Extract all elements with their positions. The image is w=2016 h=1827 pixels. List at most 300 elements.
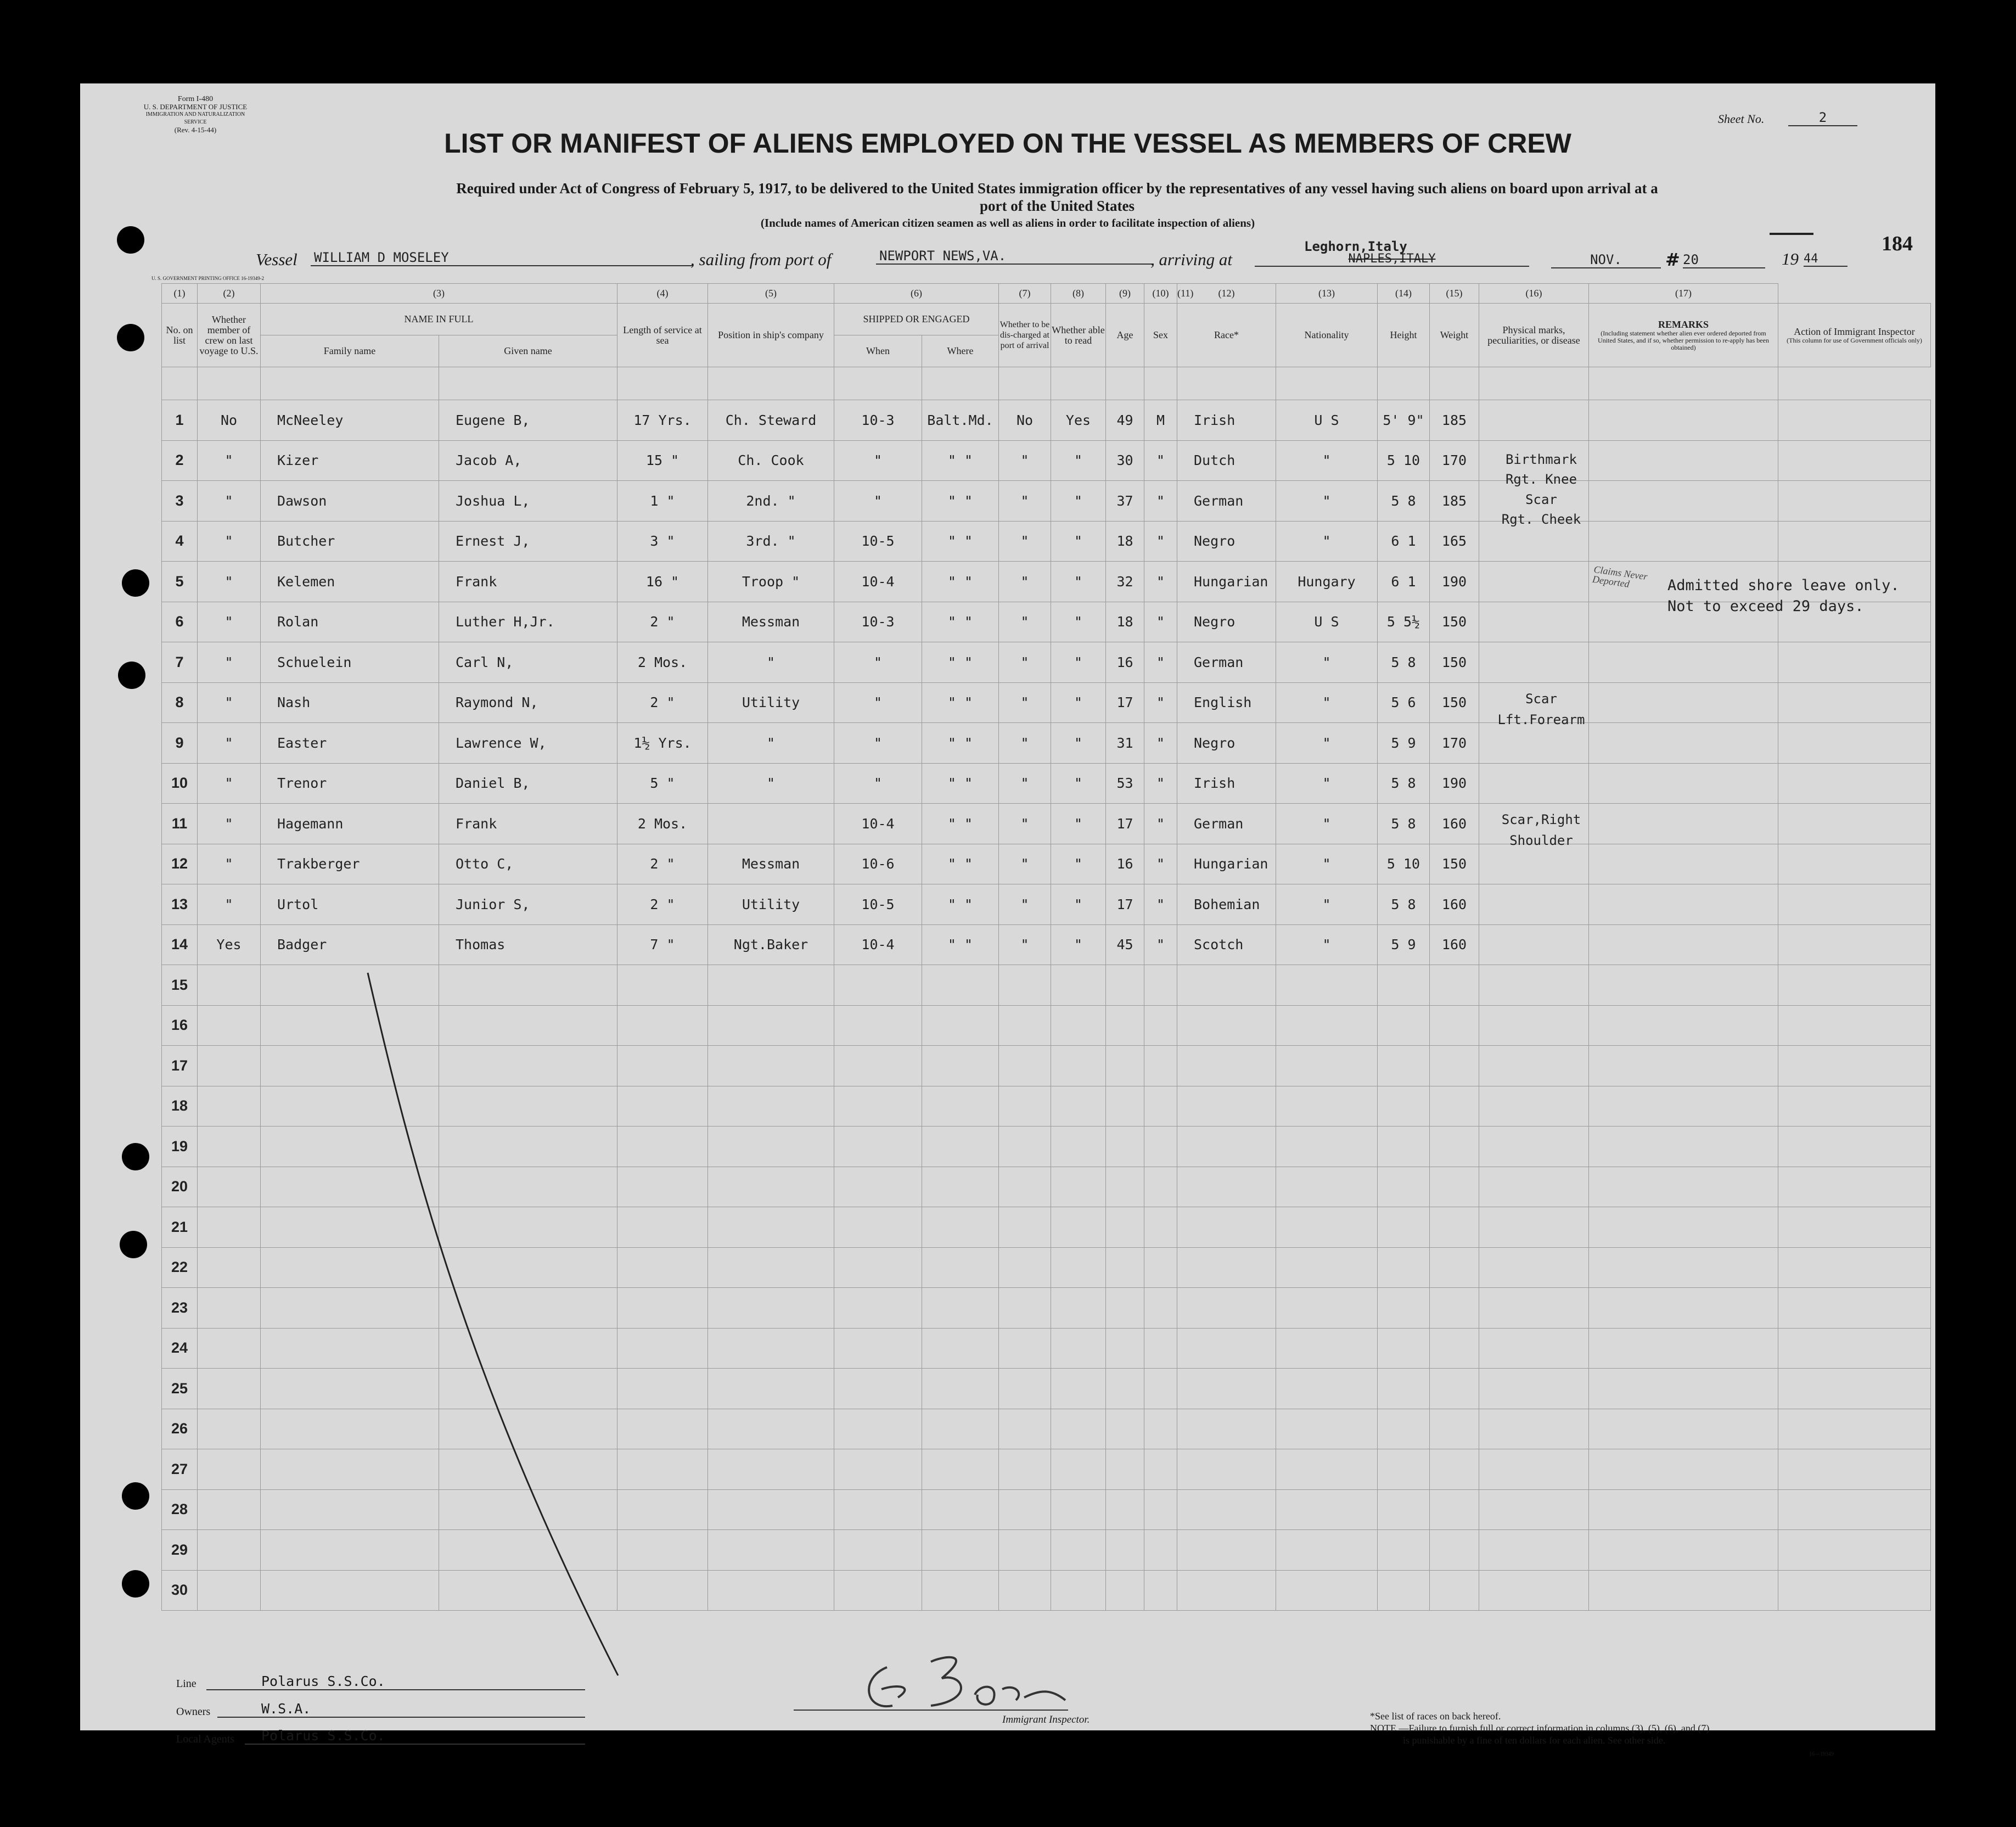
- service-length: 2 ": [617, 884, 708, 925]
- col-num-2: (2): [198, 284, 261, 304]
- header-given-name: Given name: [439, 335, 617, 367]
- discharged: ": [999, 924, 1051, 965]
- age: 30: [1106, 440, 1144, 481]
- shipped-where: Balt.Md.: [922, 400, 999, 441]
- weight: 150: [1430, 602, 1479, 642]
- shipped-where: " ": [922, 440, 999, 481]
- age: 17: [1106, 884, 1144, 925]
- nationality: ": [1276, 763, 1378, 804]
- row-number: 27: [162, 1449, 198, 1490]
- sex: ": [1144, 521, 1177, 562]
- header-weight: Weight: [1430, 304, 1479, 367]
- age: 16: [1106, 642, 1144, 683]
- age: 45: [1106, 924, 1144, 965]
- age: 16: [1106, 844, 1144, 884]
- nationality: ": [1276, 844, 1378, 884]
- header-when: When: [834, 335, 922, 367]
- row-number: 20: [162, 1167, 198, 1207]
- service-length: 5 ": [617, 763, 708, 804]
- row-number: 8: [162, 682, 198, 723]
- year-suffix: 44: [1804, 252, 1847, 267]
- given-name: Thomas: [439, 924, 617, 965]
- punch-hole: [117, 226, 144, 254]
- shipped-when: ": [834, 481, 922, 522]
- shipped-when: 10-4: [834, 804, 922, 844]
- row-number: 28: [162, 1489, 198, 1530]
- able-to-read: ": [1051, 521, 1106, 562]
- sailing-label: , sailing from port of: [690, 250, 832, 269]
- service-length: 3 ": [617, 521, 708, 562]
- age: 31: [1106, 723, 1144, 764]
- given-name: Junior S,: [439, 884, 617, 925]
- race: German: [1177, 481, 1276, 522]
- owners-label: Owners: [176, 1706, 211, 1718]
- age: 18: [1106, 521, 1144, 562]
- col-num-13: (13): [1276, 284, 1378, 304]
- nationality: ": [1276, 481, 1378, 522]
- col-num-12: (12): [1177, 284, 1276, 304]
- given-name: Luther H,Jr.: [439, 602, 617, 642]
- race: Hungarian: [1177, 562, 1276, 602]
- height: 6 1: [1378, 562, 1430, 602]
- position: ": [708, 723, 834, 764]
- shipped-where: " ": [922, 844, 999, 884]
- family-name: Trenor: [261, 763, 439, 804]
- printer-imprint: U. S. GOVERNMENT PRINTING OFFICE 16-19349-2: [151, 276, 265, 281]
- race: German: [1177, 804, 1276, 844]
- service-length: 2 Mos.: [617, 804, 708, 844]
- weight: 170: [1430, 723, 1479, 764]
- remarks-handwritten: Claims Never Deported: [1591, 563, 1648, 590]
- header-length-service: Length of service at sea: [617, 304, 708, 367]
- col-num-1: (1): [162, 284, 198, 304]
- header-height: Height: [1378, 304, 1430, 367]
- sex: ": [1144, 763, 1177, 804]
- nationality: ": [1276, 642, 1378, 683]
- sex: ": [1144, 924, 1177, 965]
- col-num-17: (17): [1589, 284, 1778, 304]
- race: Bohemian: [1177, 884, 1276, 925]
- row-number: 19: [162, 1127, 198, 1167]
- weight: 165: [1430, 521, 1479, 562]
- nationality: ": [1276, 924, 1378, 965]
- shipped-where: " ": [922, 521, 999, 562]
- row-number: 18: [162, 1086, 198, 1127]
- service-length: 2 ": [617, 682, 708, 723]
- header-nationality: Nationality: [1276, 304, 1378, 367]
- manifest-sheet: [80, 83, 1935, 1757]
- shipped-where: " ": [922, 804, 999, 844]
- family-name: McNeeley: [261, 400, 439, 441]
- subtitle-line-1: Required under Act of Congress of February 5, 1917, to be delivered to the United States immigration officer by the representatives of any vessel having such aliens on board upon arrival at a: [456, 180, 1658, 197]
- family-name: Dawson: [261, 481, 439, 522]
- shipped-where: " ": [922, 562, 999, 602]
- able-to-read: ": [1051, 924, 1106, 965]
- nationality: ": [1276, 521, 1378, 562]
- height: 6 1: [1378, 521, 1430, 562]
- row-number: 10: [162, 763, 198, 804]
- position: Messman: [708, 602, 834, 642]
- height: 5 8: [1378, 763, 1430, 804]
- weight: 190: [1430, 763, 1479, 804]
- given-name: Jacob A,: [439, 440, 617, 481]
- height: 5 5½: [1378, 602, 1430, 642]
- crew-member-prev-voyage: ": [198, 723, 261, 764]
- stamp-number: 184: [1882, 232, 1913, 255]
- col-num-9: (9): [1106, 284, 1144, 304]
- header-family-name: Family name: [261, 335, 439, 367]
- sex: ": [1144, 602, 1177, 642]
- line-value: Polarus S.S.Co.: [206, 1673, 585, 1690]
- row-number: 11: [162, 804, 198, 844]
- row-number: 16: [162, 1005, 198, 1046]
- age: 18: [1106, 602, 1144, 642]
- given-name: Ernest J,: [439, 521, 617, 562]
- footer-notes: [1370, 1710, 1709, 1746]
- row-number: 22: [162, 1247, 198, 1288]
- subtitle-note: (Include names of American citizen seamen as well as aliens in order to facilitate inspection of aliens): [760, 216, 1255, 229]
- crew-member-prev-voyage: ": [198, 521, 261, 562]
- physical-note-r8a: Scar: [1525, 691, 1557, 707]
- able-to-read: Yes: [1051, 400, 1106, 441]
- col-num-4: (4): [617, 284, 708, 304]
- column-number-row: (1) (2) (3) (4) (5) (6) (7) (8) (9) (10) (11) (12) (13) (14) (15) (16) (17): [162, 284, 1931, 304]
- height: 5 8: [1378, 481, 1430, 522]
- race: Irish: [1177, 763, 1276, 804]
- remarks-line-1: Admitted shore leave only.: [1667, 577, 1900, 594]
- service-length: 16 ": [617, 562, 708, 602]
- sex: ": [1144, 682, 1177, 723]
- header-no-on-list: No. on list: [162, 304, 198, 367]
- discharged: ": [999, 642, 1051, 683]
- footnote-races: *See list of races on back hereof.: [1370, 1711, 1501, 1722]
- punch-hole: [117, 324, 144, 351]
- row-number: 6: [162, 602, 198, 642]
- sex: ": [1144, 804, 1177, 844]
- able-to-read: ": [1051, 844, 1106, 884]
- page-title: LIST OR MANIFEST OF ALIENS EMPLOYED ON THE VESSEL AS MEMBERS OF CREW: [444, 128, 1571, 159]
- given-name: Carl N,: [439, 642, 617, 683]
- family-name: Kizer: [261, 440, 439, 481]
- physical-note-r3b: Rgt. Cheek: [1501, 512, 1581, 527]
- weight: 170: [1430, 440, 1479, 481]
- crew-member-prev-voyage: Yes: [198, 924, 261, 965]
- signature-line: [794, 1710, 1068, 1711]
- sex: ": [1144, 844, 1177, 884]
- form-code: 16—19349: [1809, 1751, 1834, 1757]
- position: Messman: [708, 844, 834, 884]
- remarks-title: REMARKS: [1658, 318, 1709, 330]
- position: 3rd. ": [708, 521, 834, 562]
- shipped-when: ": [834, 682, 922, 723]
- discharged: ": [999, 844, 1051, 884]
- able-to-read: ": [1051, 884, 1106, 925]
- sex: ": [1144, 723, 1177, 764]
- nationality: ": [1276, 804, 1378, 844]
- punch-hole: [122, 569, 149, 597]
- header-age: Age: [1106, 304, 1144, 367]
- row-number: 1: [162, 400, 198, 441]
- header-physical: Physical marks, peculiarities, or disease: [1479, 304, 1589, 367]
- crew-member-prev-voyage: ": [198, 844, 261, 884]
- weight: 150: [1430, 844, 1479, 884]
- physical-note-r3a: Scar: [1525, 492, 1557, 507]
- row-number: 4: [162, 521, 198, 562]
- discharged: ": [999, 723, 1051, 764]
- sheet-number-label: Sheet No.: [1718, 112, 1765, 126]
- service-length: 2 ": [617, 602, 708, 642]
- punch-hole: [120, 1231, 147, 1258]
- nationality: U S: [1276, 400, 1378, 441]
- action-note: (This column for use of Government officials only): [1787, 336, 1922, 344]
- vessel-label: Vessel: [256, 250, 297, 269]
- race: Scotch: [1177, 924, 1276, 965]
- shipped-where: " ": [922, 481, 999, 522]
- able-to-read: ": [1051, 682, 1106, 723]
- weight: 150: [1430, 642, 1479, 683]
- sex: ": [1144, 440, 1177, 481]
- shipped-when: ": [834, 440, 922, 481]
- col-num-10: (10): [1144, 284, 1177, 304]
- col-num-14: (14): [1378, 284, 1430, 304]
- height: 5 6: [1378, 682, 1430, 723]
- race: Negro: [1177, 521, 1276, 562]
- given-name: Lawrence W,: [439, 723, 617, 764]
- race: Hungarian: [1177, 844, 1276, 884]
- crew-member-prev-voyage: ": [198, 642, 261, 683]
- shipped-when: ": [834, 723, 922, 764]
- arriving-port: Leghorn,Italy: [1304, 239, 1407, 254]
- nationality: ": [1276, 884, 1378, 925]
- punch-hole: [122, 1570, 149, 1598]
- family-name: Kelemen: [261, 562, 439, 602]
- family-name: Schuelein: [261, 642, 439, 683]
- footnote-penalty: NOTE.—Failure to furnish full or correct information in columns (3), (5), (6), and (7): [1370, 1723, 1710, 1734]
- line-label: Line: [176, 1678, 196, 1690]
- weight: 160: [1430, 804, 1479, 844]
- able-to-read: ": [1051, 440, 1106, 481]
- family-name: Hagemann: [261, 804, 439, 844]
- header-discharged: Whether to be dis-charged at port of arrival: [999, 304, 1051, 367]
- shipped-where: " ": [922, 924, 999, 965]
- family-name: Rolan: [261, 602, 439, 642]
- family-name: Nash: [261, 682, 439, 723]
- col-num-15: (15): [1430, 284, 1479, 304]
- punch-hole: [118, 662, 145, 689]
- family-name: Easter: [261, 723, 439, 764]
- service: IMMIGRATION AND NATURALIZATION SERVICE: [145, 111, 245, 125]
- strike-mark: #: [1665, 249, 1680, 270]
- race: German: [1177, 642, 1276, 683]
- crew-member-prev-voyage: ": [198, 804, 261, 844]
- year-prefix: 19: [1782, 249, 1799, 268]
- footnote-fine: is punishable by a fine of ten dollars for each alien. See other side.: [1403, 1735, 1666, 1746]
- header-race: Race*: [1177, 304, 1276, 367]
- crew-member-prev-voyage: ": [198, 763, 261, 804]
- row-number: 2: [162, 440, 198, 481]
- position: Ch. Steward: [708, 400, 834, 441]
- position: Ch. Cook: [708, 440, 834, 481]
- row-number: 29: [162, 1530, 198, 1571]
- shipped-when: 10-3: [834, 602, 922, 642]
- crew-member-prev-voyage: ": [198, 562, 261, 602]
- height: 5 9: [1378, 924, 1430, 965]
- nationality: Hungary: [1276, 562, 1378, 602]
- col-num-6: (6): [834, 284, 999, 304]
- able-to-read: ": [1051, 602, 1106, 642]
- weight: 190: [1430, 562, 1479, 602]
- sex: ": [1144, 642, 1177, 683]
- weight: 150: [1430, 682, 1479, 723]
- able-to-read: ": [1051, 642, 1106, 683]
- crew-member-prev-voyage: ": [198, 602, 261, 642]
- discharged: ": [999, 521, 1051, 562]
- crew-member-prev-voyage: ": [198, 440, 261, 481]
- age: 32: [1106, 562, 1144, 602]
- discharged: ": [999, 440, 1051, 481]
- row-number: 17: [162, 1046, 198, 1086]
- shipped-where: " ": [922, 723, 999, 764]
- physical-note-r2b: Rgt. Knee: [1505, 472, 1577, 487]
- given-name: Daniel B,: [439, 763, 617, 804]
- physical-note-r11b: Shoulder: [1509, 833, 1573, 848]
- row-number: 30: [162, 1570, 198, 1611]
- discharged: ": [999, 682, 1051, 723]
- service-length: 2 Mos.: [617, 642, 708, 683]
- header-shipped: SHIPPED OR ENGAGED: [834, 304, 999, 335]
- weight: 160: [1430, 924, 1479, 965]
- punch-hole: [122, 1482, 149, 1510]
- service-length: 17 Yrs.: [617, 400, 708, 441]
- height: 5 8: [1378, 884, 1430, 925]
- col-num-8: (8): [1051, 284, 1106, 304]
- punch-hole: [122, 1143, 149, 1170]
- ditto-stroke: [80, 83, 1935, 1730]
- crew-member-prev-voyage: ": [198, 884, 261, 925]
- crew-member-prev-voyage: No: [198, 400, 261, 441]
- sex: ": [1144, 562, 1177, 602]
- form-number: Form I-480: [177, 95, 214, 103]
- height: 5' 9": [1378, 400, 1430, 441]
- position: Utility: [708, 682, 834, 723]
- shipped-when: 10-4: [834, 924, 922, 965]
- weight: 185: [1430, 400, 1479, 441]
- shipped-when: 10-3: [834, 400, 922, 441]
- sheet-number: 2: [1788, 110, 1857, 126]
- remarks-line-2: Not to exceed 29 days.: [1667, 598, 1864, 615]
- arrival-month: NOV.: [1551, 252, 1661, 268]
- agents-value: Polarus S.S.Co.: [245, 1728, 585, 1745]
- discharged: ": [999, 884, 1051, 925]
- shipped-when: 10-5: [834, 521, 922, 562]
- age: 17: [1106, 804, 1144, 844]
- subtitle-line-2: port of the United States: [980, 198, 1135, 214]
- nationality: ": [1276, 440, 1378, 481]
- department: U. S. DEPARTMENT OF JUSTICE: [143, 103, 248, 111]
- sex: ": [1144, 481, 1177, 522]
- shipped-where: " ": [922, 602, 999, 642]
- discharged: ": [999, 804, 1051, 844]
- position: 2nd. ": [708, 481, 834, 522]
- able-to-read: ": [1051, 804, 1106, 844]
- physical-note-r11a: Scar,Right: [1501, 812, 1581, 827]
- row-number: 5: [162, 562, 198, 602]
- revision: (Rev. 4-15-44): [174, 126, 217, 134]
- header-sex: Sex: [1144, 304, 1177, 367]
- crew-member-prev-voyage: ": [198, 682, 261, 723]
- shipped-when: 10-4: [834, 562, 922, 602]
- crew-member-prev-voyage: ": [198, 481, 261, 522]
- col-num-5: (5): [708, 284, 834, 304]
- weight: 185: [1430, 481, 1479, 522]
- col-num-16: (16): [1479, 284, 1589, 304]
- physical-note-r2a: Birthmark: [1505, 452, 1577, 467]
- race: Negro: [1177, 602, 1276, 642]
- shipped-when: 10-6: [834, 844, 922, 884]
- discharged: ": [999, 481, 1051, 522]
- race: English: [1177, 682, 1276, 723]
- family-name: Urtol: [261, 884, 439, 925]
- row-number: 25: [162, 1369, 198, 1409]
- height: 5 8: [1378, 642, 1430, 683]
- service-length: 1 ": [617, 481, 708, 522]
- row-number: 7: [162, 642, 198, 683]
- sailing-port: NEWPORT NEWS,VA.: [876, 248, 1154, 265]
- able-to-read: ": [1051, 763, 1106, 804]
- row-number: 15: [162, 965, 198, 1006]
- service-length: 2 ": [617, 844, 708, 884]
- age: 49: [1106, 400, 1144, 441]
- agents-label: Local Agents: [176, 1733, 235, 1745]
- weight: 160: [1430, 884, 1479, 925]
- position: ": [708, 642, 834, 683]
- race: Negro: [1177, 723, 1276, 764]
- shipped-where: " ": [922, 642, 999, 683]
- header-name-in-full: NAME IN FULL: [261, 304, 617, 335]
- race: Dutch: [1177, 440, 1276, 481]
- discharged: No: [999, 400, 1051, 441]
- row-number: 14: [162, 924, 198, 965]
- col-num-3: (3): [261, 284, 617, 304]
- given-name: Raymond N,: [439, 682, 617, 723]
- nationality: U S: [1276, 602, 1378, 642]
- row-number: 3: [162, 481, 198, 522]
- remarks-note: (Including statement whether alien ever ordered deported from United States, and if so, whether permission to re-apply has been obtained): [1598, 329, 1769, 351]
- height: 5 8: [1378, 804, 1430, 844]
- height: 5 10: [1378, 844, 1430, 884]
- able-to-read: ": [1051, 723, 1106, 764]
- row-number: 24: [162, 1328, 198, 1369]
- physical-note-r8b: Lft.Forearm: [1497, 712, 1585, 727]
- service-length: 7 ": [617, 924, 708, 965]
- family-name: Trakberger: [261, 844, 439, 884]
- sex: M: [1144, 400, 1177, 441]
- position: Ngt.Baker: [708, 924, 834, 965]
- service-length: 15 ": [617, 440, 708, 481]
- service-length: 1½ Yrs.: [617, 723, 708, 764]
- age: 17: [1106, 682, 1144, 723]
- shipped-when: ": [834, 763, 922, 804]
- shipped-when: ": [834, 642, 922, 683]
- shipped-where: " ": [922, 884, 999, 925]
- col-num-7: (7): [999, 284, 1051, 304]
- row-number: 26: [162, 1409, 198, 1449]
- header-position: Position in ship's company: [708, 304, 834, 367]
- able-to-read: ": [1051, 481, 1106, 522]
- arriving-label: , arriving at: [1150, 250, 1232, 269]
- able-to-read: ": [1051, 562, 1106, 602]
- action-title: Action of Immigrant Inspector: [1794, 326, 1915, 337]
